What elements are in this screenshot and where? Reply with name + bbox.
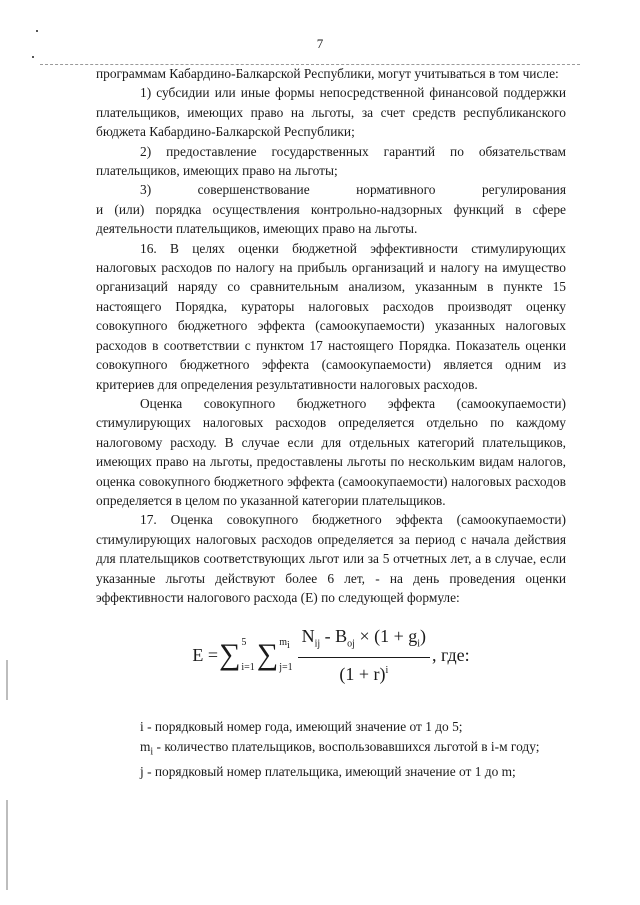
formula [96, 617, 566, 693]
sum-lower-limit: i=1 [241, 662, 255, 674]
definition-j: j - порядковый номер плательщика, имеющий значение от 1 до m; [140, 763, 516, 779]
list-item-continuation: и (или) порядка осуществления контрольно-надзорных функций в сфере деятельности плательщиков, имеющих право на льготы. [96, 201, 566, 237]
sum-over-years [219, 637, 255, 673]
scan-edge-mark [6, 800, 8, 890]
fraction [298, 627, 430, 684]
sum-limits [241, 637, 254, 673]
page-number: 7 [316, 36, 324, 51]
paragraph-16: 16. В целях оценки бюджетной эффективности стимулирующих налоговых расходов по налогу на прибыль организаций и налогу на имущество организаций наряду со сравнительным анализом, указанным в пункте 15 настоящего Порядка, кураторы налоговых расходов производят оценку совокупного бюджетного эффекта (самоокупаемости) указанных налоговых расходов в соответствии с пунктом 17 настоящего Порядка. Показатель оценки совокупного бюджетного эффекта (самоокупаемости) является одним из критериев для определения результативности налоговых расходов. [96, 240, 566, 392]
scan-edge-mark [6, 660, 8, 700]
fraction-numerator: $N_{ij} - B_{oj} \times (1 + g_i)$ [298, 627, 430, 658]
document-body [96, 64, 566, 781]
sigma-symbol: ∑ [218, 638, 241, 672]
paragraph: Оценка совокупного бюджетного эффекта (самоокупаемости) стимулирующих налоговых расходов определяется отдельно по каждому налоговому расходу. В случае если для отдельных категорий плательщиков, имеющих право на льготы, предоставлены льготы по нескольким видам налогов, оценка совокупного бюджетного эффекта (самоокупаемости) налоговых расходов определяется в целом по указанной категории плательщиков. [96, 395, 566, 508]
paragraph: программам Кабардино-Балкарской Республики, могут учитываться в том числе: [96, 66, 559, 81]
definition-m: $m_i$ - количество плательщиков, воспользовавшихся льготой в i-м году; [140, 738, 540, 758]
formula-suffix: , где: [432, 644, 470, 665]
sum-lower-limit: j=1 [279, 662, 293, 674]
sum-upper-limit: $m_i$ [279, 637, 290, 652]
sigma-symbol: ∑ [256, 638, 279, 672]
sum-over-payers [257, 637, 293, 673]
definition-i: i - порядковый номер года, имеющий значение от 1 до 5; [140, 719, 463, 735]
list-item: 3) совершенствование нормативного регулирования [140, 182, 566, 198]
sum-limits [279, 637, 292, 673]
list-item: 1) субсидии или иные формы непосредственной финансовой поддержки плательщиков, имеющих право на льготы, за счет средств республиканского бюджета Кабардино-Балкарской Республики; [96, 85, 566, 140]
scan-artifact-dot [36, 30, 38, 32]
formula-lhs: E = [192, 644, 218, 665]
list-item: 2) предоставление государственных гарантий по обязательствам плательщиков, имеющих право на льготы; [96, 143, 566, 179]
sum-upper-limit: 5 [241, 637, 247, 649]
paragraph-17: 17. Оценка совокупного бюджетного эффекта (самоокупаемости) стимулирующих налоговых расходов определяется за период с начала действия для плательщиков соответствующих льгот или за 5 отчетных лет, а в случае, если указанные льготы действуют более 6 лет, - на день проведения оценки эффективности налогового расхода (Е) по следующей формуле: [96, 512, 566, 605]
scan-artifact-dot [32, 56, 34, 58]
fraction-denominator: $(1 + r)^i$ [339, 663, 389, 684]
